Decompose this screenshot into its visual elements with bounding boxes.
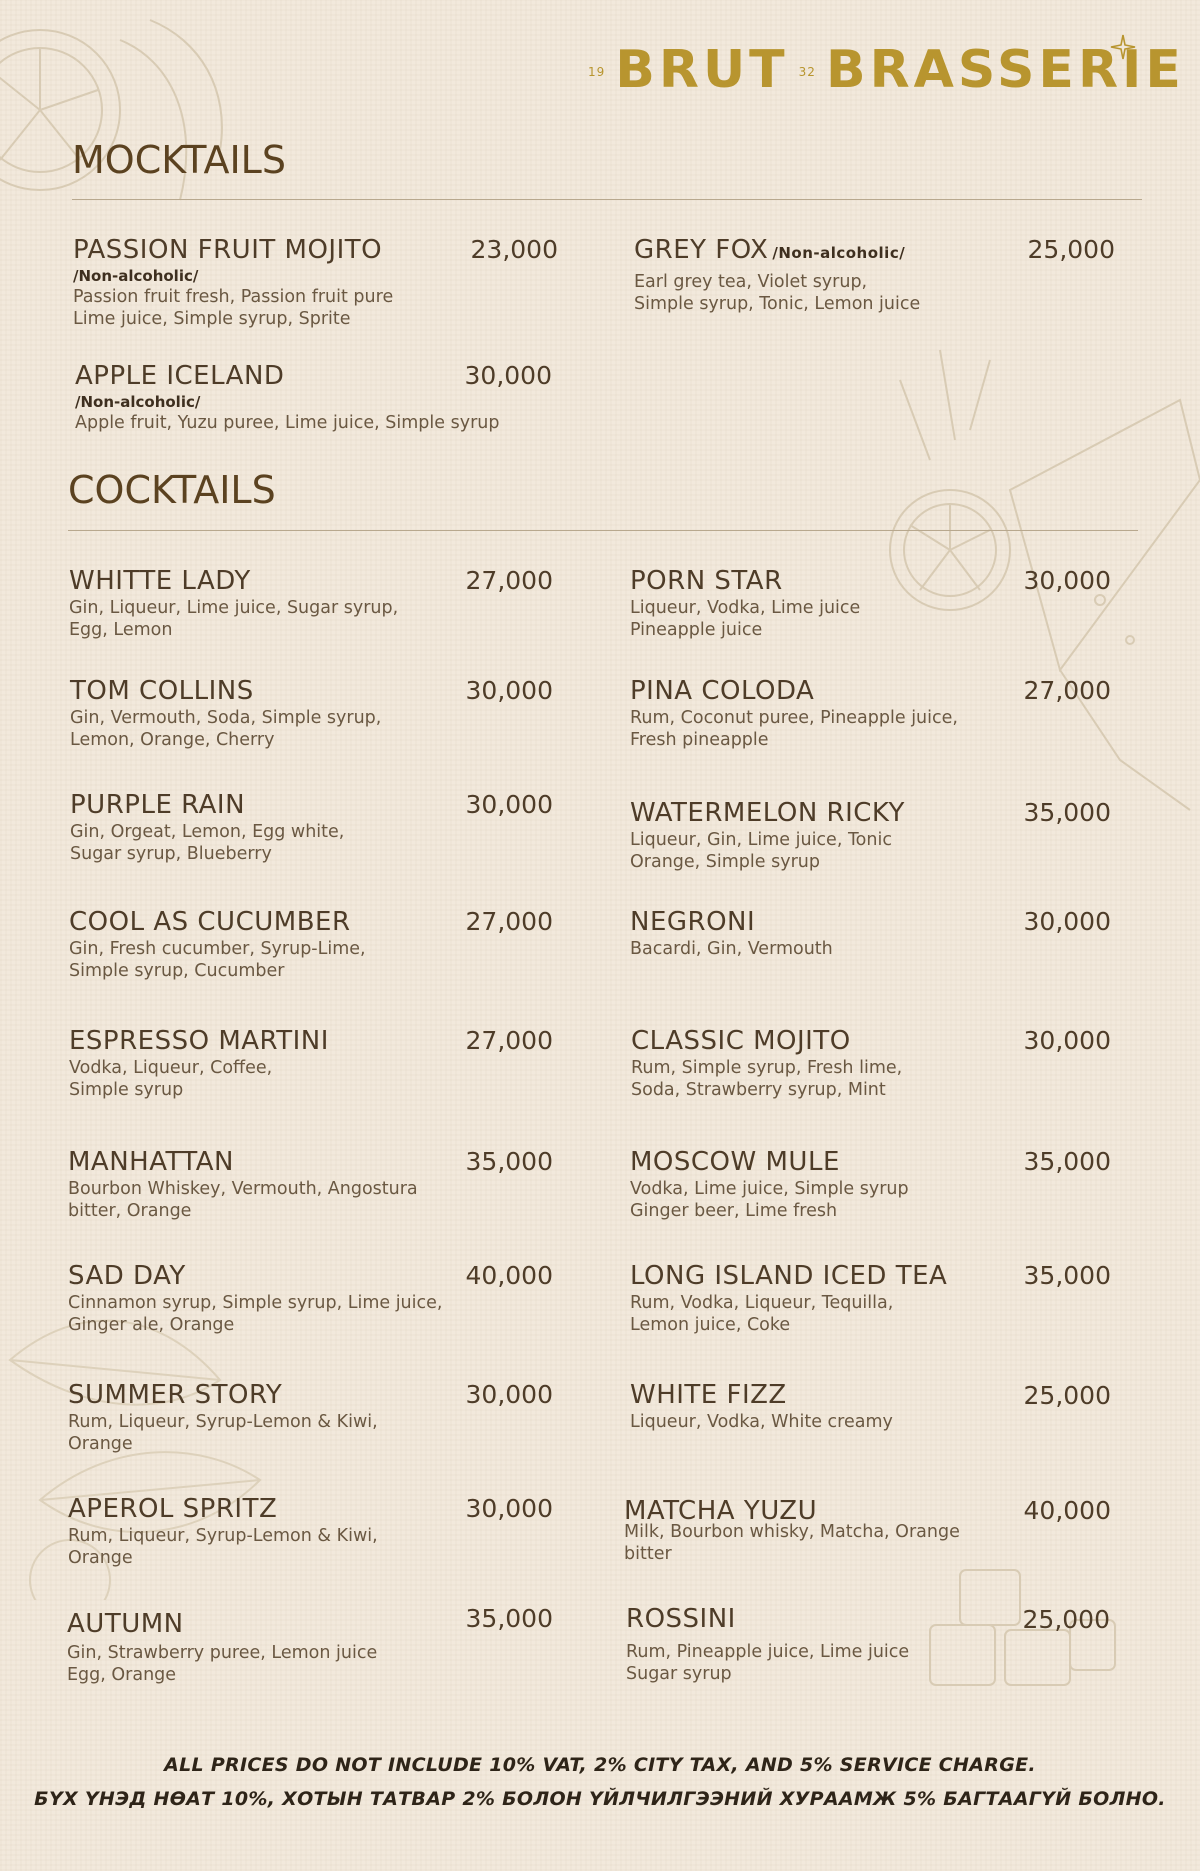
item-description: Passion fruit fresh, Passion fruit pure Lime juice, Simple syrup, Sprite (73, 287, 394, 329)
item-price: 30,000 (465, 790, 553, 819)
item-price: 27,000 (465, 907, 553, 936)
item-price: 23,000 (470, 235, 558, 264)
logo-word-brasserie: BRASSERIE (825, 40, 1185, 100)
footer-note-mongolian: БҮХ ҮНЭД НӨАТ 10%, ХОТЫН ТАТВАР 2% БОЛОН ҮЙЛЧИЛГЭЭНИЙ ХУРААМЖ 5% БАГТААГҮЙ БОЛНО. (34, 1788, 1166, 1810)
item-description: Bacardi, Gin, Vermouth (630, 939, 833, 959)
item-name: AUTUMN (67, 1609, 184, 1639)
item-name: MOSCOW MULE (630, 1147, 840, 1177)
item-name: COOL AS CUCUMBER (69, 907, 351, 937)
item-price: 25,000 (1027, 235, 1115, 264)
item-price: 35,000 (465, 1147, 553, 1176)
item-name: CLASSIC MOJITO (631, 1026, 851, 1056)
cocktails-title: COCKTAILS (68, 468, 276, 512)
item-price: 27,000 (1023, 676, 1111, 705)
menu-item (630, 565, 860, 641)
sparkle-icon (1110, 34, 1136, 60)
item-name: MATCHA YUZU (624, 1496, 818, 1526)
item-name: GREY FOX (634, 235, 769, 265)
item-price: 25,000 (1022, 1605, 1110, 1634)
item-description: Milk, Bourbon whisky, Matcha, Orange bitter (624, 1522, 960, 1564)
item-description: Gin, Vermouth, Soda, Simple syrup, Lemon, Orange, Cherry (70, 708, 382, 750)
menu-item (69, 565, 398, 641)
menu-item (630, 1379, 893, 1433)
menu-item (68, 1493, 378, 1569)
item-description: Earl grey tea, Violet syrup, Simple syrup, Tonic, Lemon juice (634, 272, 921, 314)
item-price: 27,000 (465, 566, 553, 595)
footer-note-english: ALL PRICES DO NOT INCLUDE 10% VAT, 2% CITY TAX, AND 5% SERVICE CHARGE. (164, 1754, 1036, 1776)
item-description: Apple fruit, Yuzu puree, Lime juice, Simple syrup (75, 413, 500, 433)
menu-item (70, 789, 344, 865)
item-price: 30,000 (1023, 566, 1111, 595)
item-description: Rum, Liqueur, Syrup-Lemon & Kiwi, Orange (68, 1412, 378, 1454)
item-name: WATERMELON RICKY (630, 798, 905, 828)
item-price: 30,000 (1023, 1026, 1111, 1055)
item-name: ESPRESSO MARTINI (69, 1026, 329, 1056)
menu-item (634, 234, 920, 315)
cocktails-divider (68, 530, 1138, 531)
menu-item (70, 675, 381, 751)
item-name: PINA COLODA (630, 676, 815, 706)
item-description: Rum, Simple syrup, Fresh lime, Soda, Strawberry syrup, Mint (631, 1058, 903, 1100)
item-name: MANHATTAN (68, 1147, 235, 1177)
menu-item (626, 1603, 909, 1685)
item-price: 30,000 (465, 1494, 553, 1523)
item-name: WHITTE LADY (69, 566, 251, 596)
item-price: 35,000 (1023, 1147, 1111, 1176)
item-description: Vodka, Lime juice, Simple syrup Ginger beer, Lime fresh (630, 1179, 909, 1221)
item-description: Gin, Strawberry puree, Lemon juice Egg, Orange (67, 1643, 378, 1685)
menu-item (630, 675, 958, 751)
item-price: 30,000 (1023, 907, 1111, 936)
item-description: Gin, Orgeat, Lemon, Egg white, Sugar syrup, Blueberry (70, 822, 345, 864)
menu-item (630, 797, 905, 873)
item-description: Liqueur, Vodka, Lime juice Pineapple juice (630, 598, 861, 640)
mocktails-divider (72, 199, 1142, 200)
item-tag: /Non-alcoholic/ (73, 267, 199, 285)
item-price: 35,000 (1023, 1261, 1111, 1290)
logo-year-mid: 32 (798, 65, 816, 79)
item-name: TOM COLLINS (70, 676, 254, 706)
item-price: 30,000 (464, 361, 552, 390)
item-name: APEROL SPRITZ (68, 1494, 278, 1524)
item-name: PASSION FRUIT MOJITO (73, 235, 383, 265)
item-description: Gin, Liqueur, Lime juice, Sugar syrup, Egg, Lemon (69, 598, 399, 640)
menu-item (67, 1608, 377, 1686)
item-tag: /Non-alcoholic/ (75, 393, 201, 411)
logo-word-brut: BRUT (615, 40, 789, 100)
item-description: Vodka, Liqueur, Coffee, Simple syrup (69, 1058, 273, 1100)
item-tag: /Non-alcoholic/ (772, 244, 906, 262)
item-price: 27,000 (465, 1026, 553, 1055)
item-description: Liqueur, Vodka, White creamy (630, 1412, 893, 1432)
menu-item (68, 1146, 418, 1222)
item-price: 35,000 (465, 1604, 553, 1633)
item-name: SUMMER STORY (68, 1380, 283, 1410)
item-price: 30,000 (465, 1380, 553, 1409)
item-price: 30,000 (465, 676, 553, 705)
menu-item (68, 1379, 378, 1455)
item-description: Gin, Fresh cucumber, Syrup-Lime, Simple syrup, Cucumber (69, 939, 366, 981)
menu-item (630, 1146, 909, 1222)
item-name: LONG ISLAND ICED TEA (630, 1261, 948, 1291)
item-name: ROSSINI (626, 1604, 736, 1634)
item-name: APPLE ICELAND (75, 361, 285, 391)
item-price: 35,000 (1023, 798, 1111, 827)
mocktails-title: MOCKTAILS (72, 138, 286, 182)
item-name: PURPLE RAIN (70, 790, 246, 820)
menu-item (68, 1260, 442, 1336)
item-description: Bourbon Whiskey, Vermouth, Angostura bitter, Orange (68, 1179, 418, 1221)
item-description: Rum, Coconut puree, Pineapple juice, Fresh pineapple (630, 708, 958, 750)
item-description: Rum, Vodka, Liqueur, Tequilla, Lemon juice, Coke (630, 1293, 894, 1335)
item-description: Cinnamon syrup, Simple syrup, Lime juice, Ginger ale, Orange (68, 1293, 443, 1335)
menu-item (69, 1025, 329, 1101)
brand-logo (578, 40, 1185, 100)
menu-item (630, 1260, 947, 1336)
item-name: NEGRONI (630, 907, 756, 937)
item-name: WHITE FIZZ (630, 1380, 787, 1410)
item-description: Liqueur, Gin, Lime juice, Tonic Orange, Simple syrup (630, 830, 892, 872)
menu-item (69, 906, 366, 982)
menu-item (630, 906, 833, 960)
item-name: SAD DAY (68, 1261, 186, 1291)
item-price: 40,000 (1023, 1496, 1111, 1525)
menu-item (73, 234, 393, 330)
menu-item (624, 1495, 960, 1565)
menu-item (631, 1025, 902, 1101)
logo-year-left: 19 (588, 65, 606, 79)
item-description: Rum, Pineapple juice, Lime juice Sugar syrup (626, 1642, 910, 1684)
item-price: 40,000 (465, 1261, 553, 1290)
item-price: 25,000 (1023, 1381, 1111, 1410)
item-name: PORN STAR (630, 566, 783, 596)
item-description: Rum, Liqueur, Syrup-Lemon & Kiwi, Orange (68, 1526, 378, 1568)
